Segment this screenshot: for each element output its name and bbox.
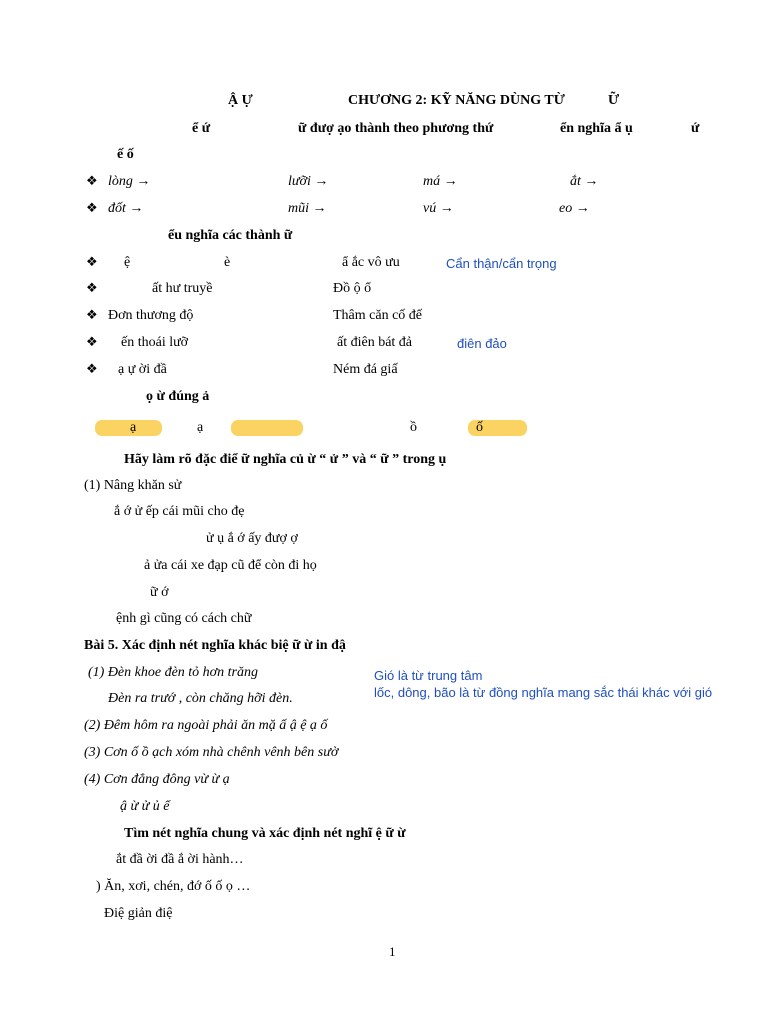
diamond-bullet-icon: ❖ [86,308,98,323]
section5-line: Đèn ra trướ , còn chăng hỡi đèn. [108,691,293,706]
section5-note: Gió là từ trung tâm [374,668,483,683]
section1-part2: ữ đượ ạo thành theo phương thứ [298,121,494,136]
section5-line: (3) Cơn ố ồ ạch xóm nhà chênh vênh bên sườ [84,745,339,760]
answer-highlight [231,420,303,436]
section5-line: (4) Cơn đẳng đông vừ ừ ạ [84,772,230,787]
section6-line: Điệ giản điệ [104,906,173,921]
page-number: 1 [389,944,396,959]
diamond-bullet-icon: ❖ [86,362,98,377]
section4-line: ệnh gì cũng có cách chữ [116,611,252,626]
diamond-bullet-icon: ❖ [86,281,98,296]
idiom-b: Ném đá giấ [333,362,398,377]
section4-line: ữ ớ [150,585,169,600]
section6-line: ) Ăn, xơi, chén, đớ ố ố ọ … [96,879,251,894]
idiom-a: ến thoái lưỡ [121,335,189,350]
arrow-item: đốt → [108,201,144,216]
section5-note: lốc, dông, bão là từ đồng nghĩa mang sắc thái khác với gió [374,685,713,700]
arrow-item: lòng → [108,174,151,189]
section4-title: Hãy làm rõ đặc điể ữ nghĩa củ ừ “ ử ” và “ ữ ” trong ụ [124,452,447,467]
choice-option: ồ [410,420,417,435]
choice-option: ạ [197,420,204,435]
idiom-b: Thâm căn cố đế [333,308,423,323]
idiom-note: điên đảo [457,336,507,351]
section1-sub: ế ố [117,147,134,162]
section4-line: ử ụ ắ ớ ấy đượ ợ [206,531,298,546]
section5-line: ậ ừ ử ủ ể [120,799,170,814]
idiom-a: ạ ự ời đầ [118,362,167,377]
section4-line: (1) Nâng khăn sử [84,478,182,493]
diamond-bullet-icon: ❖ [86,174,98,189]
idiom-a-extra: è [224,255,231,270]
heading-left: Ậ Ự [228,93,253,108]
choice-option: ạ [130,420,137,435]
section6-title: Tìm nét nghĩa chung và xác định nét nghĩ ệ ữ ừ [124,826,406,841]
idiom-b: ất điên bát đả [337,335,413,350]
arrow-item: ắt → [570,174,599,189]
diamond-bullet-icon: ❖ [86,335,98,350]
section5-line: (1) Đèn khoe đèn tỏ hơn trăng [88,665,258,680]
idiom-a: Đơn thương độ [108,308,194,323]
chapter-title: CHƯƠNG 2: KỸ NĂNG DÙNG TỪ [348,93,565,108]
section1-part3: ển nghĩa ẩ ụ [560,121,633,136]
section6-line: ắt đầ ời đầ ắ ời hành… [116,852,244,867]
arrow-item: eo → [559,201,590,216]
arrow-item: vú → [423,201,454,216]
idiom-b: Đồ ộ ổ [333,281,372,296]
arrow-item: má → [423,174,458,189]
choice-option: ố [476,420,483,435]
section1-part4: ứ [691,121,700,136]
section3-title: ọ ừ đúng ả [146,389,210,404]
diamond-bullet-icon: ❖ [86,255,98,270]
idiom-b: ẩ ắc vô ưu [342,255,400,270]
section4-line: ắ ớ ử ếp cái mũi cho đẹ [114,504,245,519]
idiom-a: ệ [124,255,131,270]
section5-line: (2) Đêm hôm ra ngoài phải ăn mặ ấ ậ ệ ạ ố [84,718,328,733]
section5-title: Bài 5. Xác định nét nghĩa khác biệ ữ ừ in đậ [84,638,346,653]
heading-right: Ữ [608,93,620,108]
arrow-item: mũi → [288,201,327,216]
idiom-a: ất hư truyề [152,281,213,296]
idiom-note: Cẩn thận/cẩn trọng [446,256,557,271]
section2-title: ểu nghĩa các thành ữ [168,228,293,243]
section1-part1: ể ứ [192,121,211,136]
diamond-bullet-icon: ❖ [86,201,98,216]
arrow-item: lưỡi → [288,174,329,189]
answer-highlight [95,420,162,436]
section4-line: ả ửa cái xe đạp cũ để còn đi họ [144,558,317,573]
